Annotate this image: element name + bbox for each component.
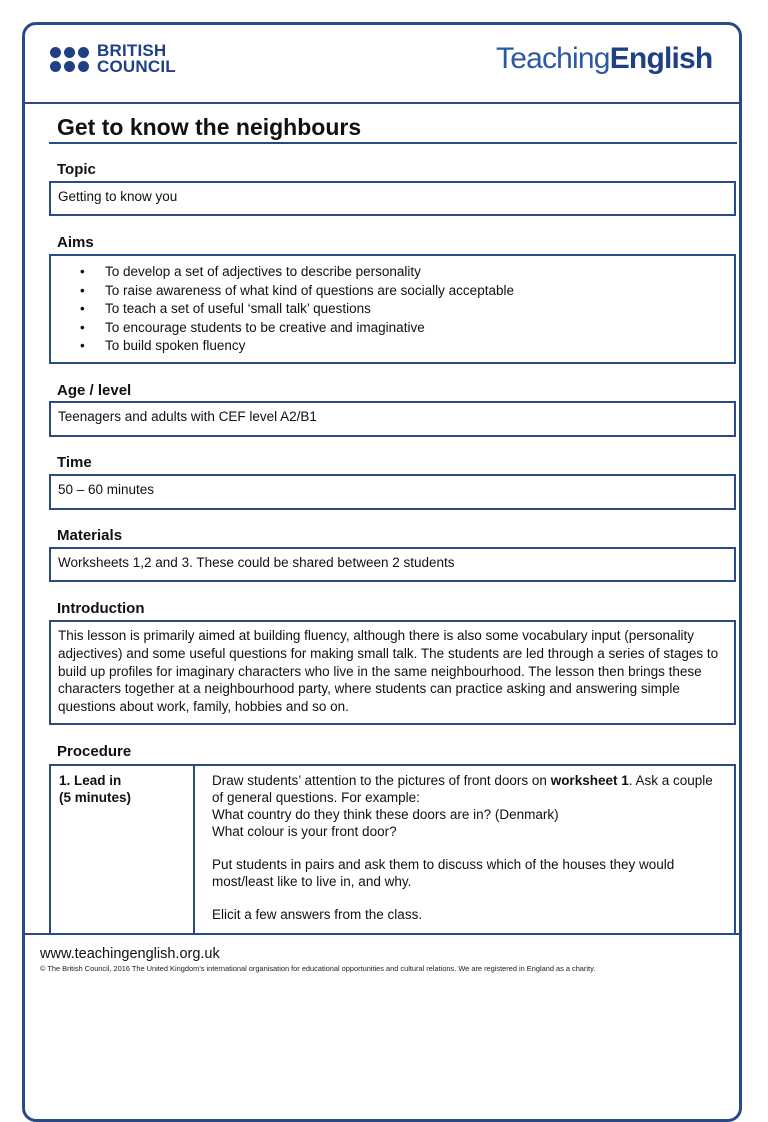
materials-text: Worksheets 1,2 and 3. These could be shared between 2 students xyxy=(58,555,455,570)
footer-divider xyxy=(24,933,741,935)
age-level-text: Teenagers and adults with CEF level A2/B1 xyxy=(58,409,317,424)
bc-logo-line1: BRITISH xyxy=(97,41,167,60)
example-question-2: What colour is your front door? xyxy=(212,824,397,839)
procedure-step-time: (5 minutes) xyxy=(59,790,132,805)
topic-box xyxy=(49,181,736,216)
aims-item: • To raise awareness of what kind of questions are socially acceptable xyxy=(105,282,734,301)
british-council-dots-icon xyxy=(50,47,89,72)
topic-label: Topic xyxy=(57,161,96,178)
aims-item: • To develop a set of adjectives to describe personality xyxy=(105,263,734,282)
procedure-step-cell xyxy=(51,766,195,934)
procedure-paragraph-2: Put students in pairs and ask them to discuss which of the houses they would most/least like to live in, and why. xyxy=(212,857,675,889)
bc-logo-line2: COUNCIL xyxy=(97,57,176,76)
british-council-logo xyxy=(50,43,176,75)
title-divider xyxy=(49,142,737,144)
materials-label: Materials xyxy=(57,527,123,544)
age-level-box xyxy=(49,401,736,437)
procedure-instructions-cell xyxy=(195,766,734,934)
teaching-english-logo: TeachingEnglish xyxy=(496,42,713,75)
page-title: Get to know the neighbours xyxy=(57,114,362,140)
footer-copyright: © The British Council, 2016 The United Kingdom’s international organisation for educational opportunities and cultural relations. We are registered in England as a charity. xyxy=(40,964,596,973)
footer-url-link[interactable]: www.teachingenglish.org.uk xyxy=(40,946,220,962)
introduction-text: This lesson is primarily aimed at building fluency, although there is also some vocabulary input (personality adjectives) and some useful questions for making small talk. The students are led through a series of stages to build up profiles for imaginary characters who live in the same neighbourhood. The lesson then brings these characters together at a neighbourhood party, where students can practice asking and answering simple questions about work, family, hobbies and so on. xyxy=(58,628,719,715)
materials-box xyxy=(49,547,736,582)
procedure-paragraph-1: Draw students’ attention to the pictures of front doors on worksheet 1. Ask a couple of general questions. For example: What country do they think these doors are in? (Denmark) What colour is your front door? xyxy=(212,773,713,839)
time-box xyxy=(49,474,736,510)
aims-item: • To build spoken fluency xyxy=(105,337,734,356)
example-question-1: What country do they think these doors are in? (Denmark) xyxy=(212,807,559,822)
header-divider xyxy=(24,102,741,104)
aims-item: • To encourage students to be creative and imaginative xyxy=(105,319,734,338)
procedure-table xyxy=(49,764,736,934)
aims-box xyxy=(49,254,736,364)
worksheet-reference: worksheet 1 xyxy=(550,773,629,788)
introduction-box xyxy=(49,620,736,725)
introduction-label: Introduction xyxy=(57,600,145,617)
aims-label: Aims xyxy=(57,234,94,251)
aims-item: • To teach a set of useful ‘small talk’ questions xyxy=(105,300,734,319)
procedure-label: Procedure xyxy=(57,743,132,760)
procedure-step-title: 1. Lead in xyxy=(59,773,122,788)
procedure-paragraph-3: Elicit a few answers from the class. xyxy=(212,907,423,922)
topic-text: Getting to know you xyxy=(58,189,178,204)
age-level-label: Age / level xyxy=(57,382,132,399)
time-text: 50 – 60 minutes xyxy=(58,482,155,497)
time-label: Time xyxy=(57,454,92,471)
